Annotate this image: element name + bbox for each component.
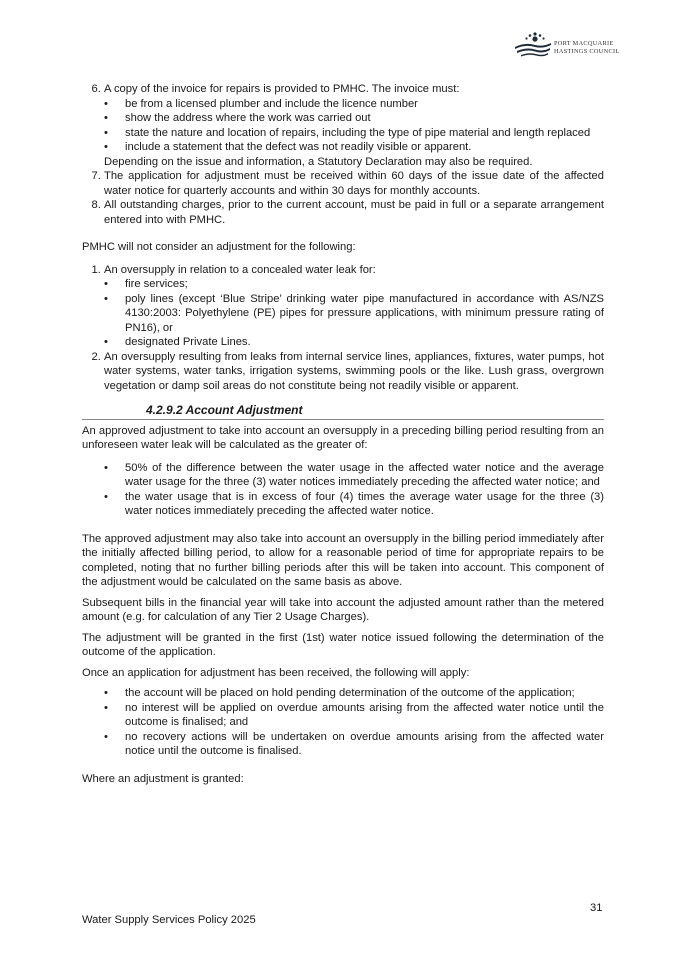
- council-logo: [513, 30, 633, 60]
- conditions-list: [82, 82, 604, 227]
- exclusion-text: An oversupply in relation to a concealed water leak for:: [104, 263, 376, 276]
- paragraph-oversupply: The approved adjustment may also take into account an oversupply in the billing period immediately after the initially affected billing period, to allow for a reasonable period of time for appropriate repairs to be completed, noting that no further billing periods after this will be taken into account. This component of the adjustment would be calculated on the same basis as above.: [82, 532, 604, 588]
- paragraph-granted: The adjustment will be granted in the first (1st) water notice issued following the determination of the outcome of the application.: [82, 631, 604, 658]
- paragraph-where-granted: Where an adjustment is granted:: [82, 772, 244, 785]
- condition-item-8: 8. All outstanding charges, prior to the current account, must be paid in full or a separate arrangement entered into with PMHC.: [104, 198, 604, 227]
- concealed-leak-exclusions: [104, 277, 604, 350]
- logo-text-line2: HASTINGS COUNCIL: [554, 48, 620, 55]
- adjustment-calculation-list: [82, 461, 604, 519]
- statutory-declaration-note: Depending on the issue and information, a Statutory Declaration may also be required.: [104, 155, 533, 168]
- condition-text: A copy of the invoice for repairs is provided to PMHC. The invoice must:: [104, 83, 460, 95]
- list-item: • the account will be placed on hold pending determination of the outcome of the application;: [104, 686, 604, 701]
- document-body: [82, 82, 604, 786]
- list-item: • state the nature and location of repairs, including the type of pipe material and length replaced: [104, 126, 604, 141]
- not-consider-intro: PMHC will not consider an adjustment for the following:: [82, 241, 356, 253]
- logo-text-line1: PORT MACQUARIE: [554, 40, 614, 47]
- list-item: • show the address where the work was carried out: [104, 111, 604, 126]
- list-item: • fire services;: [104, 277, 604, 292]
- list-item: • include a statement that the defect was not readily visible or apparent.: [104, 140, 604, 155]
- list-item: • be from a licensed plumber and include the licence number: [104, 97, 604, 112]
- exclusions-list: [82, 263, 604, 394]
- page-number: 31: [590, 902, 603, 914]
- footer-document-title: Water Supply Services Policy 2025: [82, 914, 256, 926]
- section-heading: 4.2.9.2 Account Adjustment: [82, 403, 604, 420]
- condition-item-6: [104, 82, 604, 169]
- condition-item-7: 7. The application for adjustment must be received within 60 days of the issue date of the affected water notice for quarterly accounts and within 30 days for monthly accounts.: [104, 169, 604, 198]
- list-item: • 50% of the difference between the water usage in the affected water notice and the average water usage for the three (3) water notices immediately preceding the affected water notice; and: [104, 461, 604, 490]
- invoice-requirements-list: [104, 97, 604, 155]
- adjustment-intro: An approved adjustment to take into account an oversupply in a preceding billing period resulting from an unforeseen water leak will be calculated as the greater of:: [82, 424, 604, 451]
- exclusion-item-2: 2. An oversupply resulting from leaks from internal service lines, appliances, fixtures, water pumps, hot water systems, water tanks, irrigation systems, swimming pools or the like. Lush grass, overgrown vegetation or damp soil areas do not constitute being not readily visible or apparent.: [104, 350, 604, 394]
- paragraph-once-received: Once an application for adjustment has been received, the following will apply:: [82, 666, 470, 679]
- hold-conditions-list: [82, 686, 604, 759]
- list-item: • the water usage that is in excess of four (4) times the average water usage for the three (3) water notices immediately preceding the affected water notice.: [104, 490, 604, 519]
- exclusion-item-1: [104, 263, 604, 350]
- list-item: • poly lines (except ‘Blue Stripe’ drinking water pipe manufactured in accordance with AS/NZS 4130:2003: Polyethylene (PE) pipes for pressure applications, with minimum pressure rating of PN16), or: [104, 292, 604, 336]
- council-logo-icon: [513, 30, 553, 58]
- list-item: • designated Private Lines.: [104, 335, 604, 350]
- paragraph-subsequent-bills: Subsequent bills in the financial year will take into account the adjusted amount rather than the metered amount (e.g. for calculation of any Tier 2 Usage Charges).: [82, 596, 604, 623]
- list-item: • no interest will be applied on overdue amounts arising from the affected water notice until the outcome is finalised; and: [104, 701, 604, 730]
- list-item: • no recovery actions will be undertaken on overdue amounts arising from the affected water notice until the outcome is finalised.: [104, 730, 604, 759]
